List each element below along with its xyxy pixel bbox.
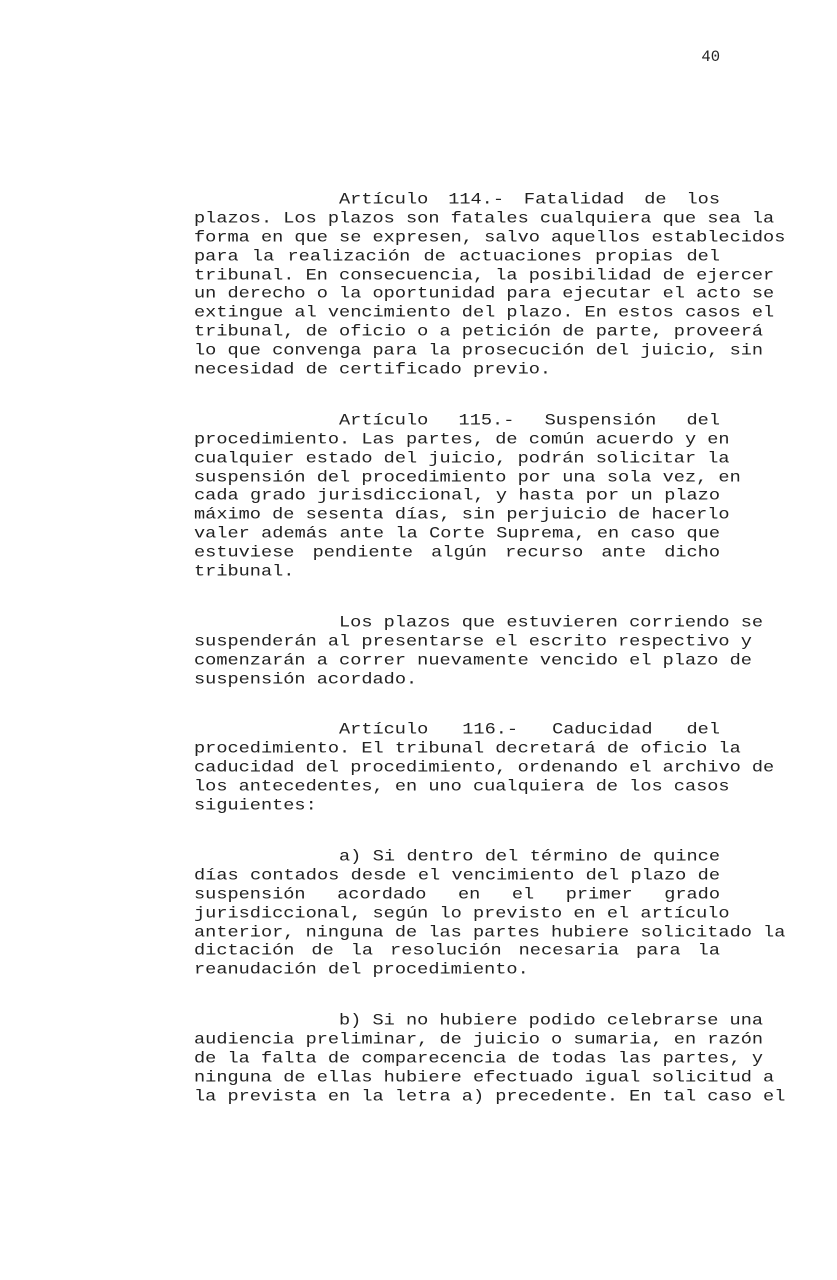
text-line: forma en que se expresen, salvo aquellos establecidos (194, 229, 786, 247)
text-line: tribunal, de oficio o a petición de parte, proveerá (194, 323, 764, 341)
text-line: audiencia preliminar, de juicio o sumaria, en razón (194, 1031, 764, 1049)
text-line: para la realización de actuaciones propias del (194, 248, 720, 266)
text-line: extingue al vencimiento del plazo. En estos casos el (194, 304, 775, 322)
text-line: la prevista en la letra a) precedente. En tal caso el (194, 1088, 786, 1106)
text-line: lo que convenga para la prosecución del juicio, sin (194, 342, 764, 360)
text-line: los antecedentes, en uno cualquiera de los casos (194, 778, 730, 796)
text-line: anterior, ninguna de las partes hubiere solicitado la (194, 923, 786, 942)
document-body (194, 191, 786, 1141)
text-line: caducidad del procedimiento, ordenando el archivo de (194, 759, 775, 777)
paragraph (194, 721, 775, 817)
text-line: procedimiento. Las partes, de común acuerdo y en (194, 431, 730, 449)
text-line: suspenderán al presentarse el escrito respectivo y (194, 633, 752, 651)
text-line: suspensión del procedimiento por una sola vez, en (194, 468, 741, 487)
text-line: Los plazos que estuvieren corriendo se (339, 614, 764, 632)
text-line: días contados desde el vencimiento del plazo de (194, 867, 720, 885)
text-line: Artículo 115.- Suspensión del (339, 412, 720, 430)
text-line: suspensión acordado. (194, 670, 418, 689)
text-line: estuviese pendiente algún recurso ante dicho (194, 544, 720, 562)
text-line: Artículo 116.- Caducidad del (339, 721, 720, 740)
text-line: comenzarán a correr nuevamente vencido el plazo de (194, 652, 752, 670)
text-line: de la falta de comparecencia de todas las partes, y (194, 1050, 764, 1068)
text-line: un derecho o la oportunidad para ejecutar el acto se (194, 285, 775, 304)
text-line: Artículo 114.- Fatalidad de los (339, 191, 720, 209)
text-line: máximo de sesenta días, sin perjuicio de hacerlo (194, 506, 730, 524)
text-line: jurisdiccional, según lo previsto en el artículo (194, 904, 730, 923)
text-line: dictación de la resolución necesaria para la (194, 942, 720, 960)
text-line: ninguna de ellas hubiere efectuado igual solicitud a (194, 1069, 775, 1087)
page-number: 40 (701, 48, 720, 66)
text-line: a) Si dentro del término de quince (339, 848, 720, 866)
text-line: tribunal. (194, 563, 295, 581)
paragraph (194, 412, 741, 584)
paragraph (194, 848, 786, 982)
text-line: valer además ante la Corte Suprema, en caso que (194, 525, 720, 543)
text-line: b) Si no hubiere podido celebrarse una (339, 1012, 764, 1030)
text-line: cualquier estado del juicio, podrán solicitar la (194, 450, 730, 468)
paragraph (194, 191, 786, 382)
paragraph (194, 1012, 786, 1108)
paragraph (194, 614, 764, 692)
text-line: tribunal. En consecuencia, la posibilidad de ejercer (194, 266, 775, 285)
text-line: procedimiento. El tribunal decretará de oficio la (194, 740, 741, 758)
text-line: cada grado jurisdiccional, y hasta por un plazo (194, 487, 720, 506)
text-line: reanudación del procedimiento. (194, 961, 529, 979)
text-line: siguientes: (194, 797, 317, 815)
text-line: necesidad de certificado previo. (194, 361, 552, 379)
text-line: suspensión acordado en el primer grado (194, 886, 720, 904)
text-line: plazos. Los plazos son fatales cualquiera que sea la (194, 210, 775, 228)
